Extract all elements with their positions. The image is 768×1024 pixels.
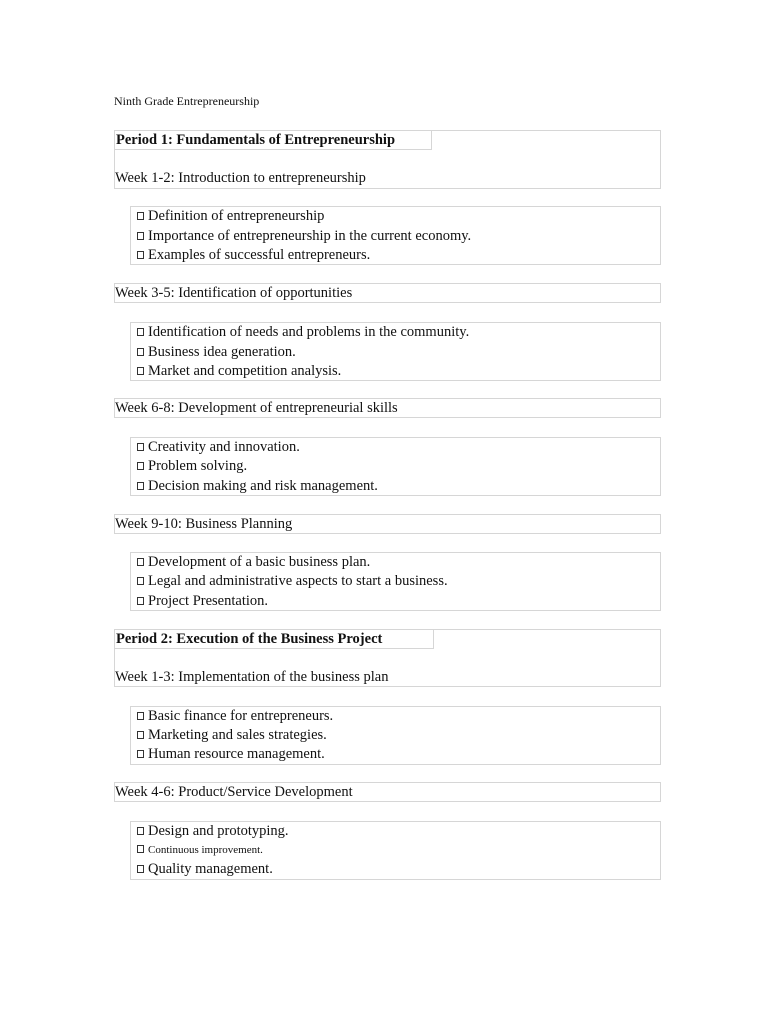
period-1-week-2-label: Week 3-5: Identification of opportunities <box>115 285 353 301</box>
bullet-icon <box>137 367 144 375</box>
list-item: Continuous improvement. <box>137 841 263 860</box>
bullet-icon <box>137 577 144 585</box>
bullet-icon <box>137 845 144 853</box>
list-item: Human resource management. <box>137 745 325 764</box>
list-item: Basic finance for entrepreneurs. <box>137 707 333 726</box>
period-2-week-1-label: Week 1-3: Implementation of the business plan <box>115 669 389 685</box>
list-item: Examples of successful entrepreneurs. <box>137 246 370 265</box>
period-1-week-4-label-box <box>114 514 661 534</box>
list-item: Definition of entrepreneurship <box>137 207 324 226</box>
bullet-icon <box>137 731 144 739</box>
period-1-week-1-topics <box>130 206 661 265</box>
bullet-icon <box>137 712 144 720</box>
list-item: Marketing and sales strategies. <box>137 726 327 745</box>
bullet-icon <box>137 482 144 490</box>
document-title: Ninth Grade Entrepreneurship <box>114 94 260 108</box>
list-item: Creativity and innovation. <box>137 438 300 457</box>
period-2-week-2-label: Week 4-6: Product/Service Development <box>115 784 353 800</box>
period-1-week-3-topics <box>130 437 661 496</box>
list-item: Legal and administrative aspects to start a business. <box>137 572 448 591</box>
period-2-heading: Period 2: Execution of the Business Project <box>114 629 434 649</box>
list-item: Development of a basic business plan. <box>137 553 370 572</box>
period-1-week-4-label: Week 9-10: Business Planning <box>115 516 293 532</box>
period-2-week-2-topics <box>130 821 661 880</box>
period-1-block <box>114 130 661 189</box>
bullet-icon <box>137 212 144 220</box>
period-1-week-4-topics <box>130 552 661 611</box>
list-item: Identification of needs and problems in the community. <box>137 323 469 342</box>
list-item: Decision making and risk management. <box>137 477 378 496</box>
period-1-week-2-topics <box>130 322 661 381</box>
list-item: Market and competition analysis. <box>137 362 341 381</box>
period-1-week-3-label: Week 6-8: Development of entrepreneurial skills <box>115 400 398 416</box>
list-item: Design and prototyping. <box>137 822 289 841</box>
period-2-block <box>114 629 661 687</box>
list-item: Importance of entrepreneurship in the current economy. <box>137 227 471 246</box>
bullet-icon <box>137 251 144 259</box>
list-item: Problem solving. <box>137 457 247 476</box>
bullet-icon <box>137 558 144 566</box>
bullet-icon <box>137 750 144 758</box>
period-1-week-1-label: Week 1-2: Introduction to entrepreneurship <box>115 170 366 186</box>
bullet-icon <box>137 462 144 470</box>
period-2-week-2-label-box <box>114 782 661 802</box>
period-1-heading: Period 1: Fundamentals of Entrepreneurship <box>114 130 432 150</box>
bullet-icon <box>137 827 144 835</box>
list-item: Quality management. <box>137 860 273 879</box>
list-item: Project Presentation. <box>137 592 268 611</box>
bullet-icon <box>137 865 144 873</box>
period-2-week-1-topics <box>130 706 661 765</box>
bullet-icon <box>137 348 144 356</box>
bullet-icon <box>137 597 144 605</box>
period-1-week-3-label-box <box>114 398 661 418</box>
bullet-icon <box>137 443 144 451</box>
bullet-icon <box>137 232 144 240</box>
bullet-icon <box>137 328 144 336</box>
period-1-week-2-label-box <box>114 283 661 303</box>
list-item: Business idea generation. <box>137 343 296 362</box>
